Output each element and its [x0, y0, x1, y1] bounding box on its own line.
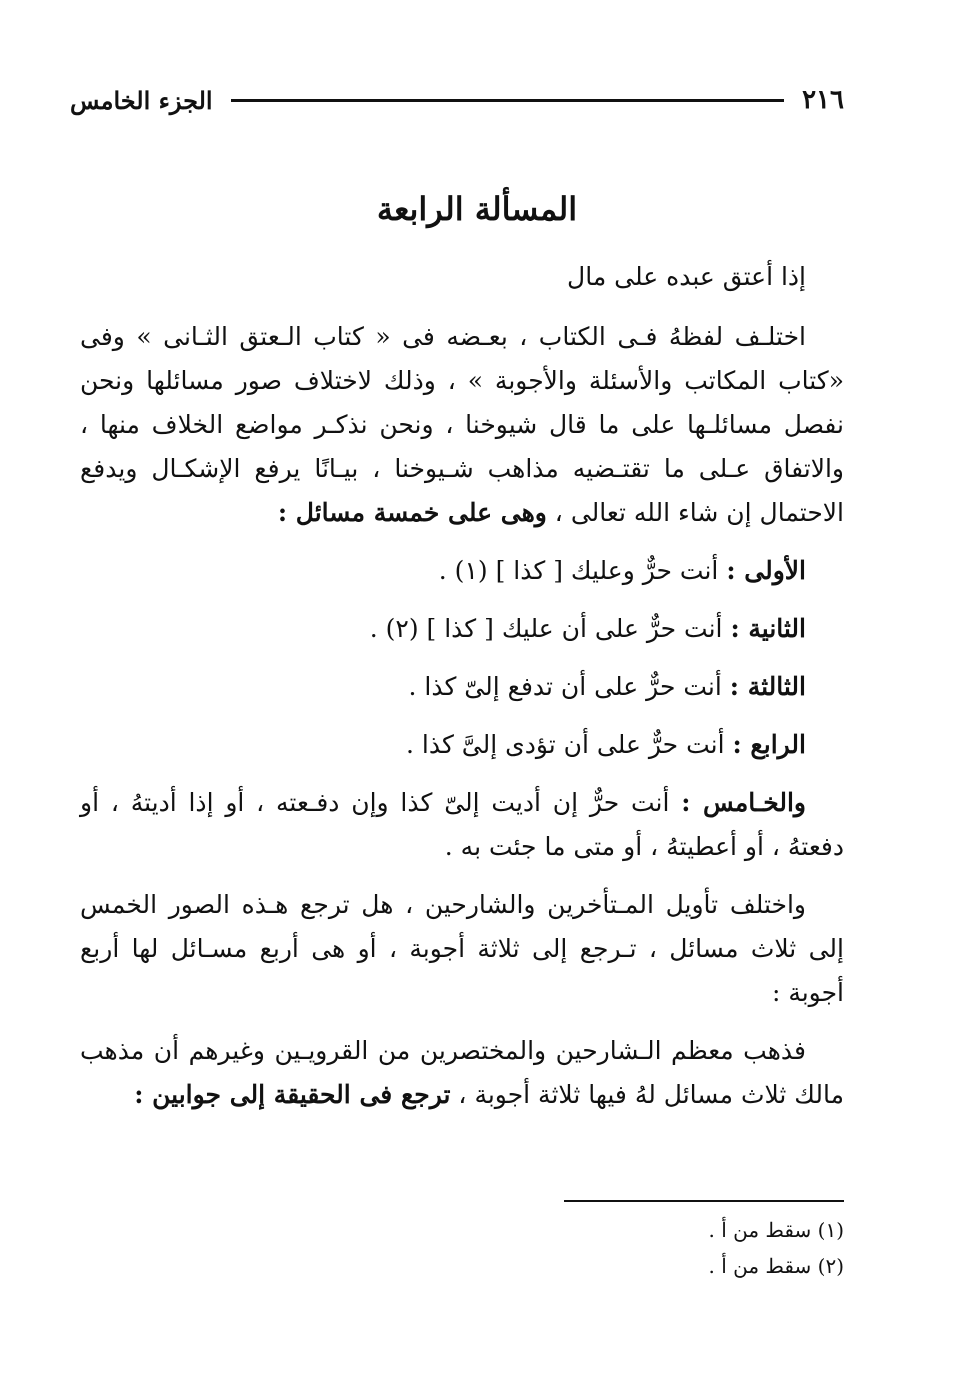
case-5-label: والخـامس :: [681, 788, 806, 817]
footnote-1: (١) سقط من أ .: [708, 1218, 844, 1242]
page-header: [70, 78, 844, 122]
running-title: الجزء الخامس: [70, 85, 213, 115]
footnote-2: (٢) سقط من أ .: [708, 1254, 844, 1278]
case-2-label: الثانية :: [730, 614, 806, 643]
case-4: [80, 723, 844, 767]
case-1-label: الأولى :: [726, 556, 806, 585]
page-number: ٢١٦: [802, 85, 844, 115]
case-3: [80, 665, 844, 709]
case-2: [80, 607, 844, 651]
case-1: [80, 549, 844, 593]
paragraph-3-text: فذهب معظم الـشارحين والمختصرين من القرويـين وغيرهم أن مذهب مالك ثلاث مسائل لهُ فيها ثلاثة أجوبة ،: [80, 1036, 844, 1109]
intro-line: إذا أعتق عبده على مال: [567, 262, 806, 291]
paragraph-1-bold-tail: وهى على خمسة مسائل :: [277, 498, 547, 527]
paragraph-1: [80, 315, 844, 535]
footnotes: [444, 1212, 844, 1284]
case-2-text: أنت حرٌّ على أن عليك [ كذا ] (٢) .: [369, 614, 723, 643]
footnote-rule: [564, 1200, 844, 1202]
section-title: المسألة الرابعة: [376, 190, 578, 228]
case-3-text: أنت حرٌّ على أن تدفع إلىّ كذا .: [408, 672, 722, 701]
case-1-text: أنت حرٌّ وعليك [ كذا ] (١) .: [438, 556, 719, 585]
case-5-text: أنت حرٌّ إن أديت إلىّ كذا وإن دفـعته ، أو إذا أديتهُ ، أو دفعتهُ ، أو أعطيتهُ ، أو متى ما جئت به .: [80, 788, 844, 861]
paragraph-2: واختلف تأويل المـتأخرين والشارحين ، هل ترجع هـذه الصور الخمس إلى ثلاث مسائل ، تـرجع إلى ثلاثة أجوبة ، أو هى أربع مسـائل لها أربع أجوبة :: [80, 890, 844, 1007]
case-5: [80, 781, 844, 869]
case-4-label: الرابع :: [732, 730, 806, 759]
case-3-label: الثالثة :: [729, 672, 806, 701]
case-4-text: أنت حرٌّ على أن تؤدى إلىَّ كذا .: [405, 730, 725, 759]
paragraph-3-bold-tail: ترجع فى الحقيقة إلى جوابين :: [134, 1080, 451, 1109]
body-text: [80, 255, 844, 1131]
paragraph-3: [80, 1029, 844, 1117]
header-rule: [231, 99, 785, 102]
paragraph-1-text: اختلـف لفظهُ فـى الكتاب ، بعـضه فى « كتاب الـعتق الثـانى » وفى «كتاب المكاتب والأسئلة والأجوبة » ، وذلك لاختلاف صور مسائلها ونحن نفصل مسائلـها على ما قال شيوخنا ، ونحن نذكـر مواضع الخلاف منها ، والاتفاق عـلى ما تقتـضيه مذاهب شـيوخنا ، بيـانًا يرفع الإشكـال ويدفع الاحتمال إن شاء الله تعالى ،: [80, 322, 844, 527]
